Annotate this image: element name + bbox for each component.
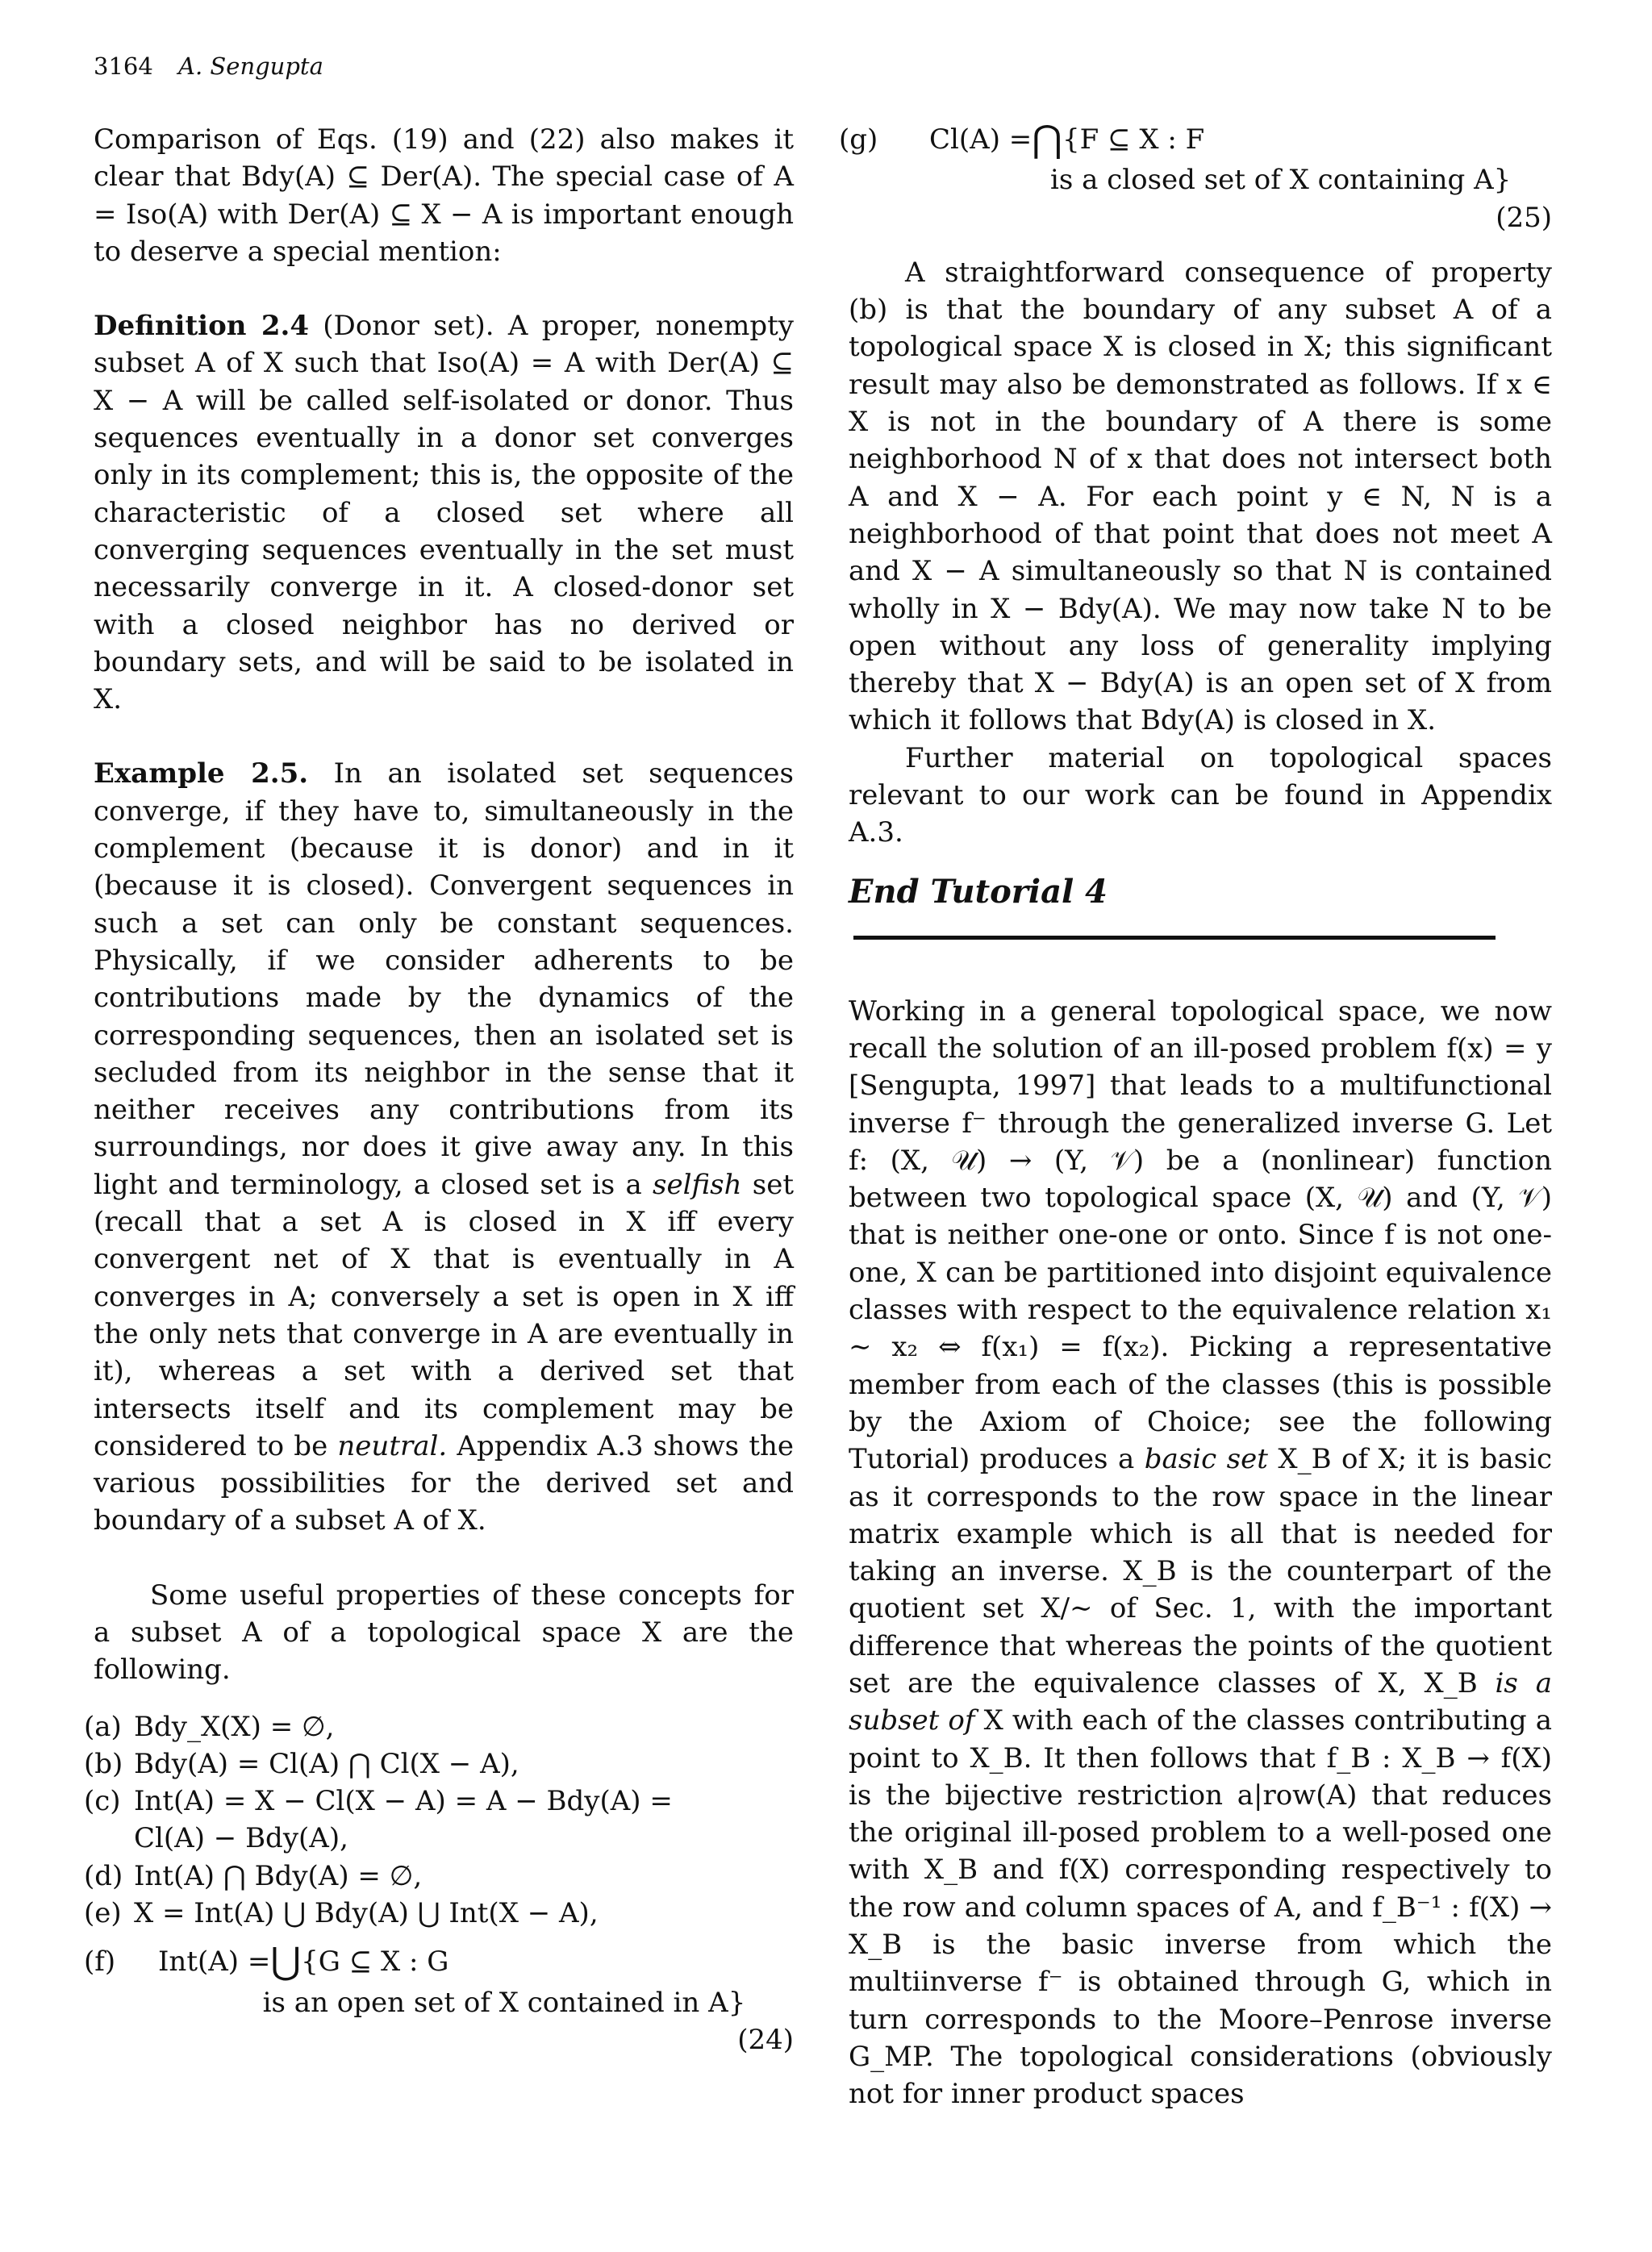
example-text-1: In an isolated set sequences converge, if they have to, simultaneously in the complement (because it is donor) and in it (because it is closed). Convergent sequences in such a set can only be constant sequences. Physically, if we consider adherents to be contributions made by the dynamics of the corresponding sequences, then an isolated set is secluded from its neighbor in the sense that it neither receives any contributions from its surroundings, nor does it give away any. In this light and terminology, a closed set is a <box>94 757 794 1201</box>
equation-number-24: (24) <box>737 2023 794 2056</box>
property-e: (e) X = Int(A) ⋃ Bdy(A) ⋃ Int(X − A), <box>84 1897 599 1930</box>
big-intersection-icon: ⋂ <box>1032 117 1063 161</box>
definition-text: A proper, nonempty subset A of X such that Iso(A) = A with Der(A) ⊆ X − A will be called self-isolated or donor. Thus sequences eventually in a donor set converges only in its complement; this is, the opposite of the characteristic of a closed set where all converging sequences eventually in the set must necessarily converge in it. A closed-donor set with a closed neighbor has no derived or boundary sets, and will be said to be isolated in X. <box>94 310 794 716</box>
property-c-continuation: Cl(A) − Bdy(A), <box>134 1822 348 1855</box>
page-number: 3164 <box>94 52 153 80</box>
right-column <box>839 117 1552 2113</box>
subset-term: is a subset of <box>849 1666 1552 1737</box>
equation-24-tag: (f) <box>84 1945 116 1979</box>
equation-25: (g) Cl(A) = ⋂ {F ⊆ X : F is a closed set of X containing A} (25) <box>849 121 1552 236</box>
neutral-term: neutral. <box>337 1429 448 1462</box>
example-text-2: set (recall that a set A is closed in X iff every convergent net of X that is eventually in A converges in A; conversely a set is open in X iff the only nets that converge in A are eventually in it), whereas a set with a derived set that intersects itself and its complement may be considered to be <box>94 1168 794 1462</box>
ill-posed-problem-paragraph: Working in a general topological space, we now recall the solution of an ill-posed problem f(x) = y [Sengupta, 1997] that leads to a multifunctional inverse f⁻ through the generalized inverse G. Let f: (X, 𝒰) → (Y, 𝒱) be a (nonlinear) function between two topological space (X, 𝒰) and (Y, 𝒱) that is neither one-one or onto. Since f is not one-one, X can be partitioned into disjoint equivalence classes with respect to the equivalence relation x₁ ∼ x₂ ⇔ f(x₁) = f(x₂). Picking a representative member from each of the classes (this is possible by the Axiom of Choice; see the following Tutorial) produces a basic set X_B of X; it is basic as it corresponds to the row space in the linear matrix example which is all that is needed for taking an inverse. X_B is the counterpart of the quotient set X/∼ of Sec. 1, with the important difference that whereas the points of the quotient set are the equivalence classes of X, X_B is a subset of X with each of the classes contributing a point to X_B. It then follows that f_B : X_B → f(X) is the bijective restriction a|row(A) that reduces the original ill-posed problem to a well-posed one with X_B and f(X) corresponding respectively to the row and column spaces of A, and f_B⁻¹ : f(X) → X_B is the basic inverse from which the multiinverse f⁻ is obtained through G, which in turn corresponds to the Moore–Penrose inverse G_MP. The topological considerations (obviously not for inner product spaces <box>849 995 1552 2111</box>
basic-set-term: basic set <box>1144 1443 1268 1476</box>
end-tutorial-heading: End Tutorial 4 <box>849 872 1108 911</box>
equation-24: (f) Int(A) = ⋃ {G ⊆ X : G is an open set of X contained in A} (24) <box>94 1943 794 2058</box>
example-text-3: Appendix A.3 shows the various possibilities for the derived set and boundary of a subset A of X. <box>94 1429 794 1537</box>
equation-number-25: (25) <box>1496 201 1552 234</box>
running-author: A. Sengupta <box>178 52 323 80</box>
intro-paragraph: Comparison of Eqs. (19) and (22) also makes it clear that Bdy(A) ⊆ Der(A). The special case of A = Iso(A) with Der(A) ⊆ X − A is important enough to deserve a special mention: <box>94 123 794 268</box>
properties-list <box>84 1708 794 1933</box>
properties-intro: Some useful properties of these concepts for a subset A of a topological space X are the following. <box>94 1578 794 1687</box>
example-label: Example 2.5. <box>94 757 309 790</box>
example-2-5 <box>94 755 794 1539</box>
property-c: (c) Int(A) = X − Cl(X − A) = A − Bdy(A) = Cl(A) − Bdy(A), <box>84 1785 673 1855</box>
definition-2-4 <box>94 307 794 718</box>
property-d: (d) Int(A) ⋂ Bdy(A) = ∅, <box>84 1859 423 1892</box>
running-header <box>94 50 323 82</box>
selfish-term: selfish <box>653 1168 742 1201</box>
property-b: (b) Bdy(A) = Cl(A) ⋂ Cl(X − A), <box>84 1747 519 1780</box>
property-a: (a) Bdy_X(X) = ∅, <box>84 1710 335 1743</box>
boundary-closed-paragraph: A straightforward consequence of property (b) is that the boundary of any subset A of a topological space X is closed in X; this significant result may also be demonstrated as follows. If x ∈ X is not in the boundary of A there is some neighborhood N of x that does not intersect both A and X − A. For each point y ∈ N, N is a neighborhood of that point that does not meet A and X − A simultaneously so that N is contained wholly in X − Bdy(A). We may now take N to be open without any loss of generality implying thereby that X − Bdy(A) is an open set of X from which it follows that Bdy(A) is closed in X. <box>849 256 1552 737</box>
further-material-paragraph: Further material on topological spaces relevant to our work can be found in Appendix A.3. <box>849 741 1552 849</box>
left-column <box>84 121 794 2058</box>
definition-title: (Donor set). <box>308 310 494 343</box>
equation-25-tag: (g) <box>839 123 878 156</box>
big-union-icon: ⋃ <box>270 1939 302 1983</box>
definition-label: Definition 2.4 <box>94 310 309 343</box>
